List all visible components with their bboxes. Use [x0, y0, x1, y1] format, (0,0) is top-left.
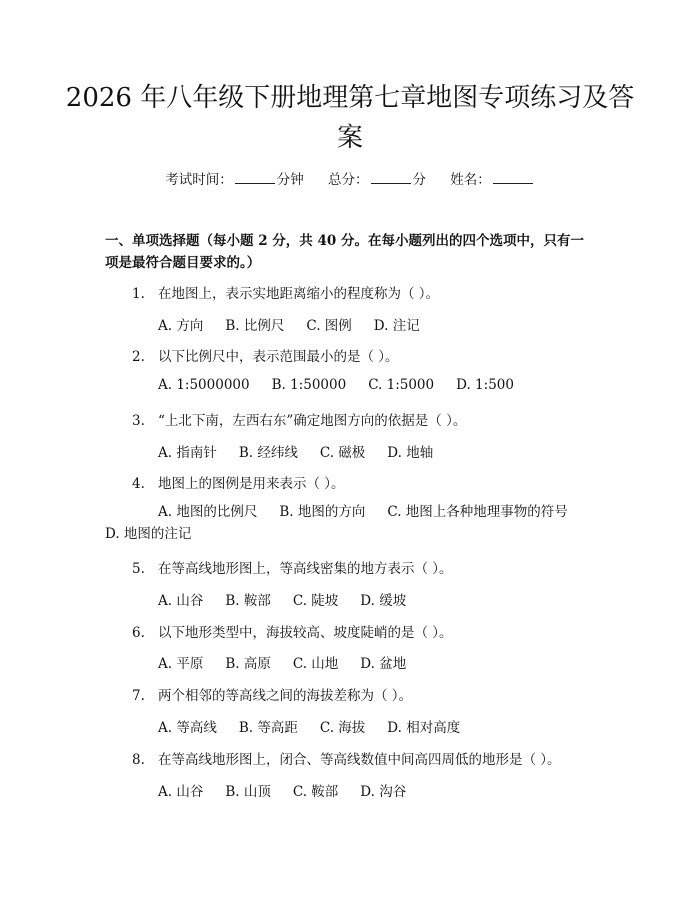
- question-1: 1. 在地图上，表示实地距离缩小的程度称为（ ）。: [132, 286, 440, 302]
- question-2-options: A. 1:5000000 B. 1:50000 C. 1:5000 D. 1:500: [158, 377, 514, 393]
- question-3: 3. “上北下南，左西右东”确定地图方向的依据是（ ）。: [132, 413, 467, 429]
- question-2: 2. 以下比例尺中，表示范围最小的是（ ）。: [132, 349, 399, 365]
- exam-meta: [0, 168, 700, 188]
- question-5: 5. 在等高线地形图上，等高线密集的地方表示（ ）。: [132, 561, 453, 577]
- score-blank: [371, 182, 411, 184]
- question-7-options: A. 等高线 B. 等高距 C. 海拔 D. 相对高度: [158, 720, 461, 736]
- question-6: 6. 以下地形类型中，海拔较高、坡度陡峭的是（ ）。: [132, 625, 453, 641]
- question-3-options: A. 指南针 B. 经纬线 C. 磁极 D. 地轴: [158, 445, 434, 461]
- section-header: 一、单项选择题（每小题 2 分，共 40 分。在每小题列出的四个选项中，只有一项是最符合题目要求的。）: [105, 233, 584, 271]
- question-4-options: A. 地图的比例尺 B. 地图的方向 C. 地图上各种地理事物的符号 D. 地图的注记: [105, 504, 568, 542]
- document-title: 2026 年八年级下册地理第七章地图专项练习及答案: [65, 83, 635, 153]
- question-1-options: A. 方向 B. 比例尺 C. 图例 D. 注记: [158, 318, 420, 334]
- exam-time: 考试时间： 分钟: [165, 172, 304, 188]
- name-blank: [493, 182, 533, 184]
- question-4: 4. 地图上的图例是用来表示（ ）。: [132, 476, 345, 492]
- exam-name: 姓名：: [450, 172, 535, 188]
- question-7: 7. 两个相邻的等高线之间的海拔差称为（ ）。: [132, 688, 413, 704]
- exam-score: 总分： 分: [328, 172, 426, 188]
- question-8-options: A. 山谷 B. 山顶 C. 鞍部 D. 沟谷: [158, 784, 407, 800]
- question-8: 8. 在等高线地形图上，闭合、等高线数值中间高四周低的地形是（ ）。: [132, 752, 561, 768]
- question-6-options: A. 平原 B. 高原 C. 山地 D. 盆地: [158, 656, 407, 672]
- time-blank: [235, 182, 275, 184]
- question-5-options: A. 山谷 B. 鞍部 C. 陡坡 D. 缓坡: [158, 593, 407, 609]
